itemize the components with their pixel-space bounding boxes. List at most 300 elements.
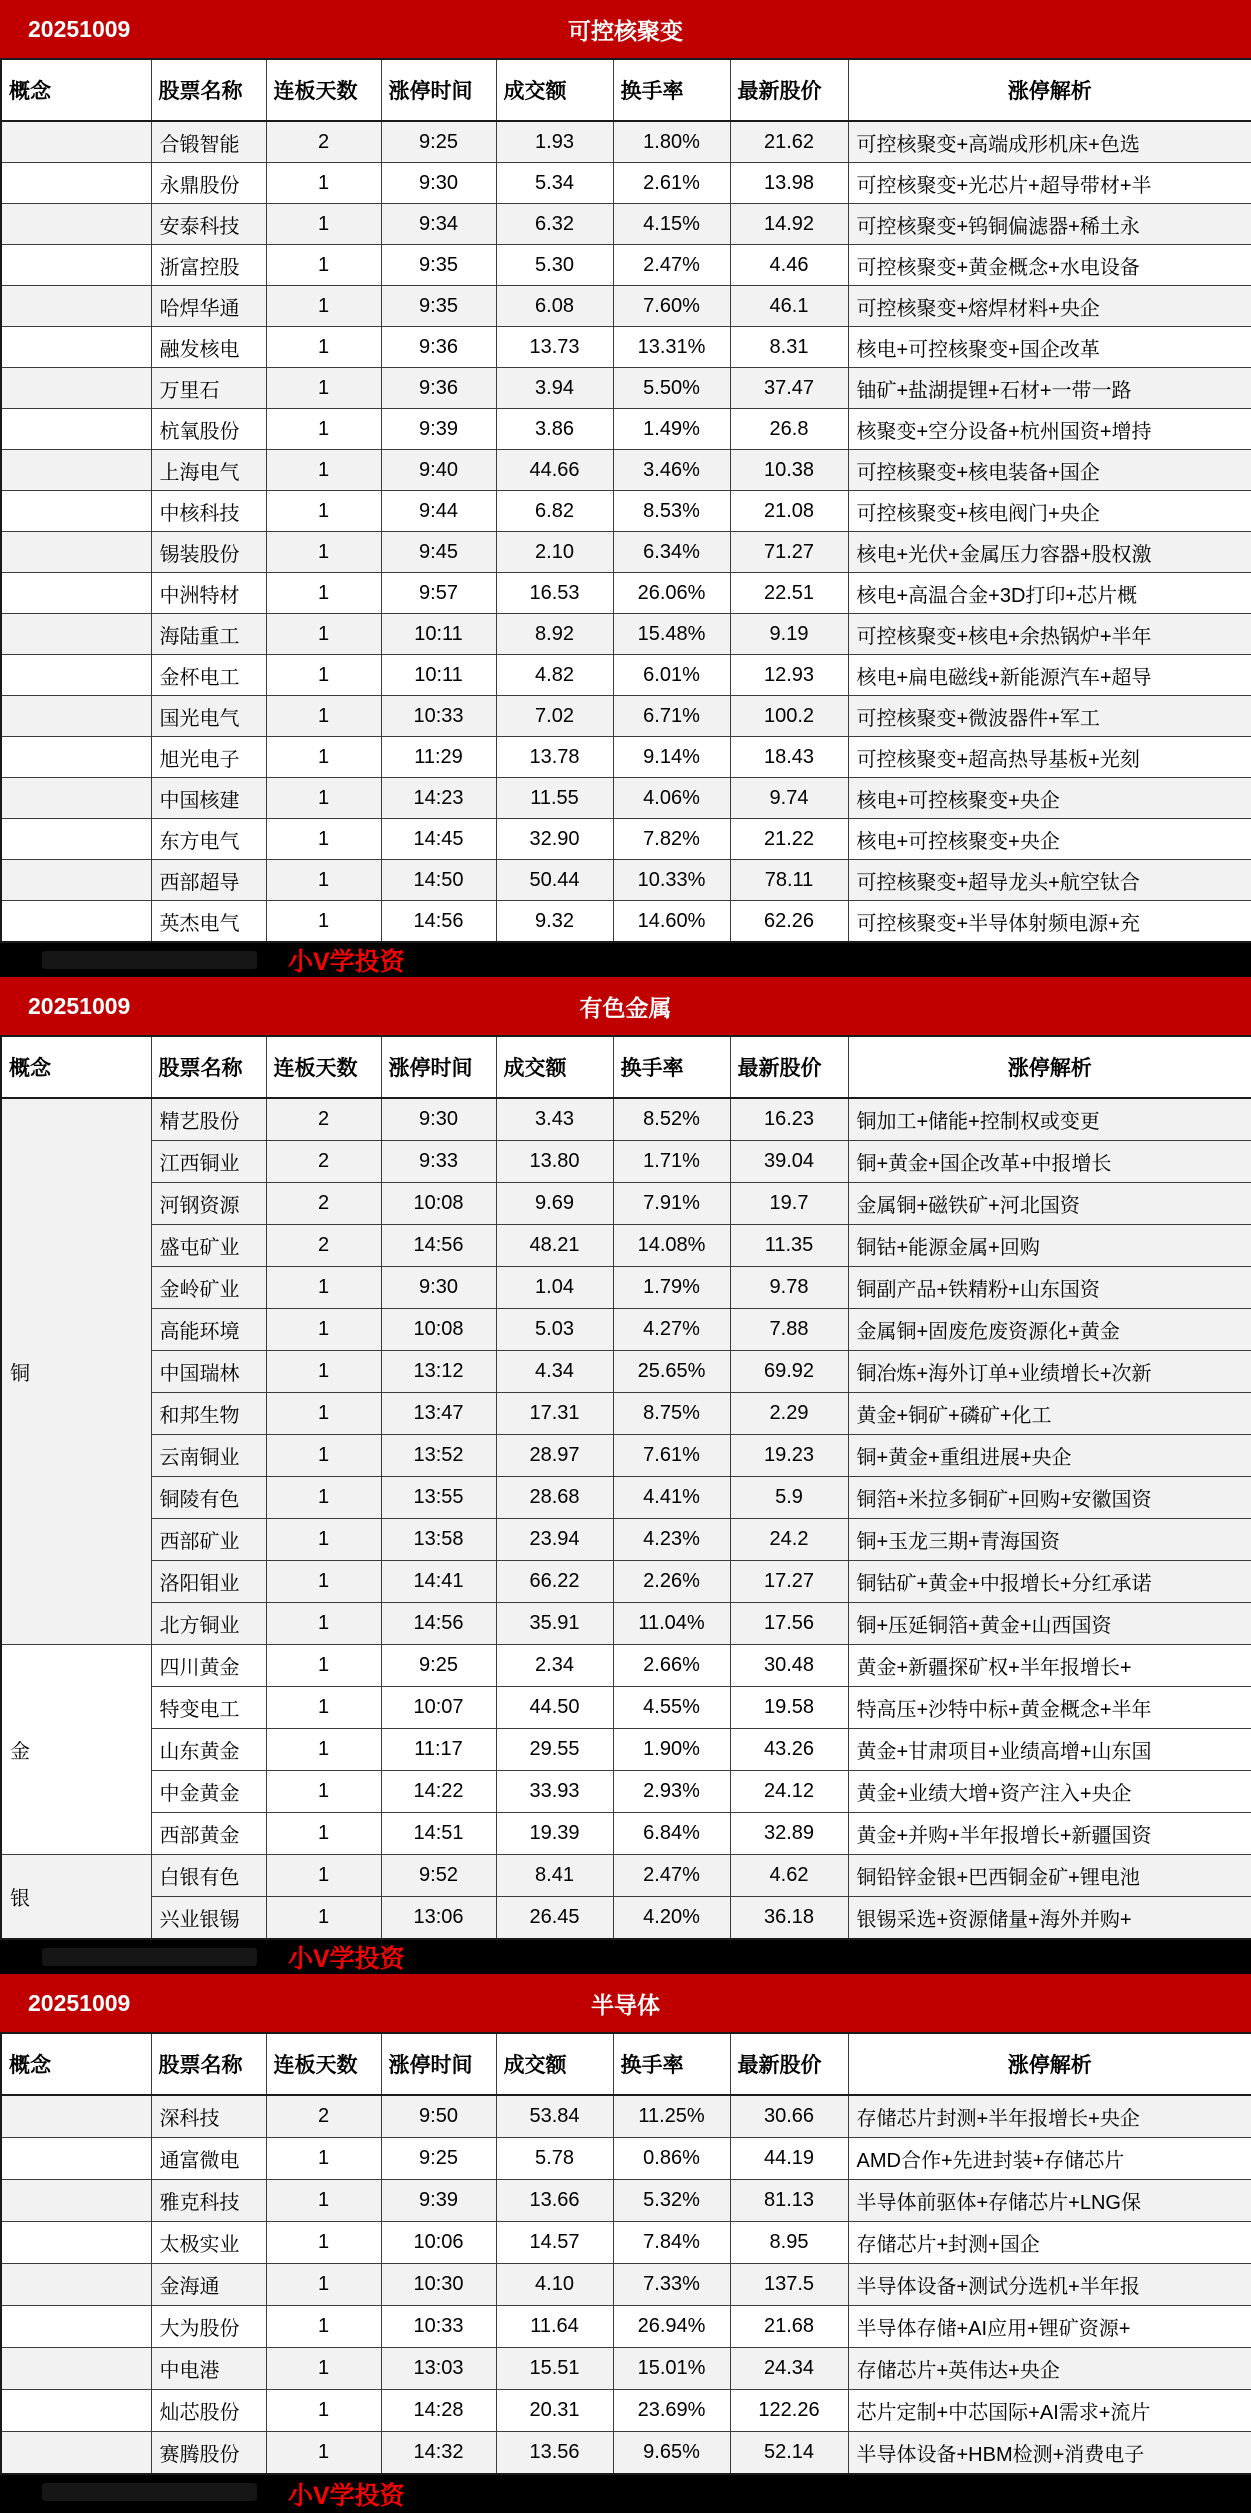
cell-limit-up-time: 9:36 <box>381 327 496 368</box>
cell-concept-empty <box>1 245 151 286</box>
cell-limit-up-analysis: 可控核聚变+钨铜偏滤器+稀土永 <box>848 204 1251 245</box>
cell-limit-up-analysis: 铜+黄金+重组进展+央企 <box>848 1435 1251 1477</box>
table-row <box>1 614 1251 655</box>
cell-consecutive-days: 1 <box>266 204 381 245</box>
cell-consecutive-days: 2 <box>266 2095 381 2138</box>
cell-turnover-rate: 2.66% <box>613 1645 730 1687</box>
footer-bar <box>0 1940 1251 1974</box>
cell-limit-up-time: 9:30 <box>381 163 496 204</box>
section-title: 半导体 <box>591 1991 660 2018</box>
cell-stock-name: 西部超导 <box>151 860 266 901</box>
cell-turnover-rate: 8.53% <box>613 491 730 532</box>
cell-latest-price: 46.1 <box>730 286 848 327</box>
cell-stock-name: 西部黄金 <box>151 1813 266 1855</box>
cell-turnover-amount: 17.31 <box>496 1393 613 1435</box>
cell-turnover-amount: 6.32 <box>496 204 613 245</box>
footer-bar <box>0 943 1251 977</box>
brand-label: 小V学投资 <box>288 2482 405 2510</box>
stocks-table <box>0 58 1251 943</box>
cell-concept-empty <box>1 121 151 163</box>
cell-consecutive-days: 1 <box>266 655 381 696</box>
cell-stock-name: 金杯电工 <box>151 655 266 696</box>
cell-stock-name: 中金黄金 <box>151 1771 266 1813</box>
cell-limit-up-analysis: 银锡采选+资源储量+海外并购+ <box>848 1897 1251 1940</box>
cell-limit-up-time: 9:50 <box>381 2095 496 2138</box>
cell-turnover-rate: 5.32% <box>613 2180 730 2222</box>
cell-consecutive-days: 1 <box>266 1897 381 1940</box>
cell-limit-up-analysis: 可控核聚变+黄金概念+水电设备 <box>848 245 1251 286</box>
cell-turnover-amount: 4.82 <box>496 655 613 696</box>
cell-stock-name: 海陆重工 <box>151 614 266 655</box>
cell-limit-up-time: 14:45 <box>381 819 496 860</box>
cell-limit-up-analysis: 铜副产品+铁精粉+山东国资 <box>848 1267 1251 1309</box>
cell-turnover-rate: 6.34% <box>613 532 730 573</box>
cell-limit-up-analysis: 金属铜+磁铁矿+河北国资 <box>848 1183 1251 1225</box>
cell-concept-empty <box>1 573 151 614</box>
cell-concept-empty <box>1 614 151 655</box>
table-row <box>1 409 1251 450</box>
cell-limit-up-time: 14:22 <box>381 1771 496 1813</box>
cell-limit-up-analysis: 铜箔+米拉多铜矿+回购+安徽国资 <box>848 1477 1251 1519</box>
cell-limit-up-analysis: 铜钴矿+黄金+中报增长+分红承诺 <box>848 1561 1251 1603</box>
cell-stock-name: 哈焊华通 <box>151 286 266 327</box>
cell-consecutive-days: 1 <box>266 1771 381 1813</box>
cell-limit-up-time: 9:30 <box>381 1098 496 1141</box>
cell-turnover-amount: 50.44 <box>496 860 613 901</box>
cell-turnover-amount: 6.82 <box>496 491 613 532</box>
table-row <box>1 327 1251 368</box>
table-row <box>1 532 1251 573</box>
cell-latest-price: 78.11 <box>730 860 848 901</box>
column-header-4: 成交额 <box>496 59 613 121</box>
cell-latest-price: 52.14 <box>730 2432 848 2475</box>
table-row <box>1 121 1251 163</box>
table-row <box>1 1225 1251 1267</box>
cell-stock-name: 铜陵有色 <box>151 1477 266 1519</box>
cell-latest-price: 5.9 <box>730 1477 848 1519</box>
table-row <box>1 778 1251 819</box>
cell-limit-up-time: 13:06 <box>381 1897 496 1940</box>
cell-concept-empty <box>1 737 151 778</box>
cell-latest-price: 30.66 <box>730 2095 848 2138</box>
cell-consecutive-days: 1 <box>266 245 381 286</box>
brand-label: 小V学投资 <box>288 948 405 976</box>
cell-turnover-rate: 1.49% <box>613 409 730 450</box>
cell-latest-price: 19.23 <box>730 1435 848 1477</box>
cell-turnover-rate: 5.50% <box>613 368 730 409</box>
cell-turnover-rate: 1.90% <box>613 1729 730 1771</box>
cell-limit-up-analysis: 可控核聚变+超导龙头+航空钛合 <box>848 860 1251 901</box>
cell-latest-price: 18.43 <box>730 737 848 778</box>
cell-latest-price: 13.98 <box>730 163 848 204</box>
table-row <box>1 286 1251 327</box>
cell-latest-price: 7.88 <box>730 1309 848 1351</box>
cell-concept-empty <box>1 204 151 245</box>
cell-limit-up-analysis: 核聚变+空分设备+杭州国资+增持 <box>848 409 1251 450</box>
table-row <box>1 1519 1251 1561</box>
cell-turnover-amount: 44.50 <box>496 1687 613 1729</box>
cell-consecutive-days: 1 <box>266 163 381 204</box>
cell-turnover-rate: 4.15% <box>613 204 730 245</box>
cell-turnover-amount: 20.31 <box>496 2390 613 2432</box>
watermark-smudge <box>42 951 257 969</box>
cell-turnover-rate: 1.80% <box>613 121 730 163</box>
cell-latest-price: 24.12 <box>730 1771 848 1813</box>
column-header-2: 连板天数 <box>266 1036 381 1098</box>
cell-latest-price: 71.27 <box>730 532 848 573</box>
cell-consecutive-days: 1 <box>266 368 381 409</box>
cell-limit-up-time: 9:35 <box>381 286 496 327</box>
cell-stock-name: 白银有色 <box>151 1855 266 1897</box>
cell-turnover-amount: 28.68 <box>496 1477 613 1519</box>
cell-latest-price: 4.62 <box>730 1855 848 1897</box>
cell-consecutive-days: 1 <box>266 2432 381 2475</box>
cell-consecutive-days: 1 <box>266 2138 381 2180</box>
table-row <box>1 368 1251 409</box>
cell-stock-name: 精艺股份 <box>151 1098 266 1141</box>
cell-concept-empty <box>1 2222 151 2264</box>
cell-turnover-amount: 7.02 <box>496 696 613 737</box>
table-row <box>1 1309 1251 1351</box>
cell-limit-up-time: 9:34 <box>381 204 496 245</box>
cell-turnover-amount: 4.34 <box>496 1351 613 1393</box>
cell-concept-empty <box>1 2095 151 2138</box>
column-header-6: 最新股价 <box>730 59 848 121</box>
cell-stock-name: 国光电气 <box>151 696 266 737</box>
cell-turnover-amount: 6.08 <box>496 286 613 327</box>
cell-consecutive-days: 1 <box>266 1267 381 1309</box>
cell-turnover-rate: 4.06% <box>613 778 730 819</box>
table-row <box>1 1687 1251 1729</box>
cell-limit-up-time: 14:56 <box>381 901 496 943</box>
cell-turnover-amount: 23.94 <box>496 1519 613 1561</box>
cell-turnover-rate: 7.60% <box>613 286 730 327</box>
cell-consecutive-days: 1 <box>266 1477 381 1519</box>
cell-turnover-amount: 29.55 <box>496 1729 613 1771</box>
cell-limit-up-analysis: 铜铅锌金银+巴西铜金矿+锂电池 <box>848 1855 1251 1897</box>
cell-concept-empty <box>1 2138 151 2180</box>
cell-consecutive-days: 2 <box>266 1225 381 1267</box>
cell-consecutive-days: 1 <box>266 1393 381 1435</box>
column-header-2: 连板天数 <box>266 2033 381 2095</box>
cell-limit-up-time: 14:32 <box>381 2432 496 2475</box>
cell-limit-up-time: 9:25 <box>381 2138 496 2180</box>
cell-latest-price: 69.92 <box>730 1351 848 1393</box>
cell-limit-up-analysis: 芯片定制+中芯国际+AI需求+流片 <box>848 2390 1251 2432</box>
cell-turnover-rate: 6.71% <box>613 696 730 737</box>
cell-stock-name: 洛阳钼业 <box>151 1561 266 1603</box>
cell-latest-price: 24.2 <box>730 1519 848 1561</box>
cell-stock-name: 上海电气 <box>151 450 266 491</box>
cell-turnover-rate: 2.47% <box>613 1855 730 1897</box>
cell-concept-empty <box>1 655 151 696</box>
cell-turnover-rate: 8.52% <box>613 1098 730 1141</box>
date-label: 20251009 <box>28 992 131 1019</box>
table-row <box>1 901 1251 943</box>
cell-turnover-rate: 23.69% <box>613 2390 730 2432</box>
cell-turnover-rate: 26.06% <box>613 573 730 614</box>
cell-limit-up-time: 13:55 <box>381 1477 496 1519</box>
cell-consecutive-days: 2 <box>266 1183 381 1225</box>
cell-concept-empty <box>1 409 151 450</box>
cell-limit-up-analysis: 可控核聚变+核电+余热锅炉+半年 <box>848 614 1251 655</box>
cell-latest-price: 36.18 <box>730 1897 848 1940</box>
cell-turnover-amount: 13.78 <box>496 737 613 778</box>
cell-turnover-rate: 7.82% <box>613 819 730 860</box>
stocks-table <box>0 1035 1251 1940</box>
cell-latest-price: 19.7 <box>730 1183 848 1225</box>
cell-latest-price: 39.04 <box>730 1141 848 1183</box>
cell-stock-name: 旭光电子 <box>151 737 266 778</box>
table-row <box>1 204 1251 245</box>
cell-turnover-amount: 8.92 <box>496 614 613 655</box>
cell-limit-up-analysis: 可控核聚变+核电装备+国企 <box>848 450 1251 491</box>
cell-turnover-amount: 15.51 <box>496 2348 613 2390</box>
cell-latest-price: 37.47 <box>730 368 848 409</box>
table-row <box>1 2095 1251 2138</box>
cell-stock-name: 安泰科技 <box>151 204 266 245</box>
cell-stock-name: 山东黄金 <box>151 1729 266 1771</box>
cell-consecutive-days: 1 <box>266 1561 381 1603</box>
cell-limit-up-analysis: 半导体前驱体+存储芯片+LNG保 <box>848 2180 1251 2222</box>
cell-consecutive-days: 1 <box>266 2222 381 2264</box>
cell-turnover-amount: 5.34 <box>496 163 613 204</box>
cell-latest-price: 26.8 <box>730 409 848 450</box>
cell-turnover-amount: 4.10 <box>496 2264 613 2306</box>
cell-limit-up-analysis: 可控核聚变+熔焊材料+央企 <box>848 286 1251 327</box>
cell-consecutive-days: 1 <box>266 532 381 573</box>
cell-concept: 铜 <box>1 1098 151 1645</box>
cell-turnover-rate: 4.23% <box>613 1519 730 1561</box>
column-header-7: 涨停解析 <box>848 59 1251 121</box>
section-title: 有色金属 <box>579 994 672 1021</box>
cell-consecutive-days: 2 <box>266 1141 381 1183</box>
cell-turnover-amount: 1.93 <box>496 121 613 163</box>
cell-latest-price: 21.08 <box>730 491 848 532</box>
column-header-0: 概念 <box>1 1036 151 1098</box>
cell-stock-name: 和邦生物 <box>151 1393 266 1435</box>
cell-limit-up-time: 14:23 <box>381 778 496 819</box>
cell-limit-up-time: 10:08 <box>381 1309 496 1351</box>
cell-turnover-rate: 11.25% <box>613 2095 730 2138</box>
section-2 <box>0 977 1251 1974</box>
table-row <box>1 819 1251 860</box>
cell-concept-empty <box>1 368 151 409</box>
cell-limit-up-analysis: 存储芯片封测+半年报增长+央企 <box>848 2095 1251 2138</box>
cell-limit-up-time: 11:17 <box>381 1729 496 1771</box>
table-row <box>1 573 1251 614</box>
cell-turnover-rate: 25.65% <box>613 1351 730 1393</box>
cell-concept-empty <box>1 163 151 204</box>
table-row <box>1 1183 1251 1225</box>
table-row <box>1 1897 1251 1940</box>
cell-turnover-amount: 5.78 <box>496 2138 613 2180</box>
table-row <box>1 2348 1251 2390</box>
table-row <box>1 2390 1251 2432</box>
table-row <box>1 1267 1251 1309</box>
cell-limit-up-analysis: 半导体设备+HBM检测+消费电子 <box>848 2432 1251 2475</box>
watermark-smudge <box>42 1948 257 1966</box>
cell-concept-empty <box>1 2180 151 2222</box>
cell-turnover-rate: 7.61% <box>613 1435 730 1477</box>
cell-stock-name: 云南铜业 <box>151 1435 266 1477</box>
cell-stock-name: 金海通 <box>151 2264 266 2306</box>
cell-latest-price: 9.19 <box>730 614 848 655</box>
table-row <box>1 245 1251 286</box>
table-row <box>1 1477 1251 1519</box>
cell-consecutive-days: 1 <box>266 1729 381 1771</box>
cell-consecutive-days: 1 <box>266 450 381 491</box>
cell-turnover-amount: 5.30 <box>496 245 613 286</box>
cell-limit-up-analysis: 核电+可控核聚变+国企改革 <box>848 327 1251 368</box>
cell-consecutive-days: 2 <box>266 1098 381 1141</box>
cell-limit-up-time: 14:41 <box>381 1561 496 1603</box>
cell-turnover-amount: 2.34 <box>496 1645 613 1687</box>
cell-concept-empty <box>1 491 151 532</box>
cell-latest-price: 17.27 <box>730 1561 848 1603</box>
cell-limit-up-analysis: 核电+扁电磁线+新能源汽车+超导 <box>848 655 1251 696</box>
cell-limit-up-analysis: 铜加工+储能+控制权或变更 <box>848 1098 1251 1141</box>
cell-limit-up-analysis: 可控核聚变+光芯片+超导带材+半 <box>848 163 1251 204</box>
table-row <box>1 655 1251 696</box>
cell-limit-up-analysis: 铜+玉龙三期+青海国资 <box>848 1519 1251 1561</box>
cell-stock-name: 四川黄金 <box>151 1645 266 1687</box>
cell-turnover-rate: 0.86% <box>613 2138 730 2180</box>
table-row <box>1 450 1251 491</box>
table-row <box>1 1141 1251 1183</box>
cell-latest-price: 19.58 <box>730 1687 848 1729</box>
cell-limit-up-analysis: 铜冶炼+海外订单+业绩增长+次新 <box>848 1351 1251 1393</box>
cell-consecutive-days: 1 <box>266 1855 381 1897</box>
cell-stock-name: 融发核电 <box>151 327 266 368</box>
table-header-row <box>1 2033 1251 2095</box>
cell-latest-price: 11.35 <box>730 1225 848 1267</box>
cell-turnover-rate: 2.61% <box>613 163 730 204</box>
cell-stock-name: 兴业银锡 <box>151 1897 266 1940</box>
cell-turnover-rate: 7.84% <box>613 2222 730 2264</box>
watermark-smudge <box>42 2483 257 2501</box>
cell-stock-name: 中电港 <box>151 2348 266 2390</box>
column-header-2: 连板天数 <box>266 59 381 121</box>
cell-turnover-rate: 4.20% <box>613 1897 730 1940</box>
cell-stock-name: 河钢资源 <box>151 1183 266 1225</box>
cell-latest-price: 10.38 <box>730 450 848 491</box>
column-header-7: 涨停解析 <box>848 2033 1251 2095</box>
cell-stock-name: 永鼎股份 <box>151 163 266 204</box>
table-row <box>1 1645 1251 1687</box>
cell-turnover-rate: 2.93% <box>613 1771 730 1813</box>
column-header-7: 涨停解析 <box>848 1036 1251 1098</box>
cell-limit-up-analysis: 可控核聚变+半导体射频电源+充 <box>848 901 1251 943</box>
cell-consecutive-days: 1 <box>266 1687 381 1729</box>
cell-turnover-amount: 48.21 <box>496 1225 613 1267</box>
column-header-4: 成交额 <box>496 2033 613 2095</box>
table-row <box>1 1855 1251 1897</box>
date-label: 20251009 <box>28 15 131 42</box>
section-title: 可控核聚变 <box>568 17 683 44</box>
cell-turnover-rate: 6.84% <box>613 1813 730 1855</box>
table-row <box>1 1813 1251 1855</box>
cell-turnover-amount: 19.39 <box>496 1813 613 1855</box>
cell-consecutive-days: 1 <box>266 2390 381 2432</box>
cell-turnover-rate: 1.71% <box>613 1141 730 1183</box>
cell-concept-empty <box>1 778 151 819</box>
cell-turnover-rate: 9.14% <box>613 737 730 778</box>
cell-concept: 银 <box>1 1855 151 1940</box>
cell-turnover-amount: 16.53 <box>496 573 613 614</box>
cell-turnover-rate: 4.41% <box>613 1477 730 1519</box>
cell-turnover-rate: 8.75% <box>613 1393 730 1435</box>
cell-concept-empty <box>1 2264 151 2306</box>
cell-consecutive-days: 1 <box>266 286 381 327</box>
cell-limit-up-analysis: 可控核聚变+高端成形机床+色选 <box>848 121 1251 163</box>
cell-consecutive-days: 1 <box>266 327 381 368</box>
cell-limit-up-analysis: 铜+压延铜箔+黄金+山西国资 <box>848 1603 1251 1645</box>
cell-latest-price: 44.19 <box>730 2138 848 2180</box>
cell-turnover-amount: 66.22 <box>496 1561 613 1603</box>
column-header-5: 换手率 <box>613 1036 730 1098</box>
table-row <box>1 1561 1251 1603</box>
cell-limit-up-analysis: 铜+黄金+国企改革+中报增长 <box>848 1141 1251 1183</box>
cell-limit-up-time: 11:29 <box>381 737 496 778</box>
cell-consecutive-days: 1 <box>266 901 381 943</box>
cell-latest-price: 122.26 <box>730 2390 848 2432</box>
table-row <box>1 696 1251 737</box>
cell-stock-name: 杭氧股份 <box>151 409 266 450</box>
cell-turnover-rate: 7.91% <box>613 1183 730 1225</box>
column-header-3: 涨停时间 <box>381 59 496 121</box>
cell-turnover-amount: 13.56 <box>496 2432 613 2475</box>
column-header-5: 换手率 <box>613 2033 730 2095</box>
cell-turnover-rate: 1.79% <box>613 1267 730 1309</box>
cell-turnover-rate: 2.47% <box>613 245 730 286</box>
cell-turnover-amount: 13.73 <box>496 327 613 368</box>
cell-limit-up-time: 10:07 <box>381 1687 496 1729</box>
cell-turnover-amount: 33.93 <box>496 1771 613 1813</box>
cell-limit-up-time: 14:56 <box>381 1225 496 1267</box>
cell-turnover-amount: 9.69 <box>496 1183 613 1225</box>
cell-concept: 金 <box>1 1645 151 1855</box>
column-header-5: 换手率 <box>613 59 730 121</box>
cell-turnover-amount: 8.41 <box>496 1855 613 1897</box>
cell-turnover-rate: 15.48% <box>613 614 730 655</box>
cell-consecutive-days: 1 <box>266 819 381 860</box>
cell-stock-name: 太极实业 <box>151 2222 266 2264</box>
cell-limit-up-analysis: 存储芯片+封测+国企 <box>848 2222 1251 2264</box>
table-row <box>1 2432 1251 2475</box>
cell-consecutive-days: 1 <box>266 1603 381 1645</box>
cell-consecutive-days: 1 <box>266 778 381 819</box>
cell-consecutive-days: 1 <box>266 2306 381 2348</box>
cell-turnover-amount: 11.64 <box>496 2306 613 2348</box>
section-header-band <box>0 1974 1251 2032</box>
cell-stock-name: 深科技 <box>151 2095 266 2138</box>
cell-turnover-amount: 26.45 <box>496 1897 613 1940</box>
footer-bar <box>0 2475 1251 2513</box>
cell-limit-up-analysis: 黄金+铜矿+磷矿+化工 <box>848 1393 1251 1435</box>
cell-concept-empty <box>1 286 151 327</box>
cell-limit-up-time: 9:39 <box>381 2180 496 2222</box>
cell-concept-empty <box>1 532 151 573</box>
cell-turnover-amount: 9.32 <box>496 901 613 943</box>
column-header-1: 股票名称 <box>151 59 266 121</box>
cell-concept-empty <box>1 450 151 491</box>
cell-limit-up-time: 9:52 <box>381 1855 496 1897</box>
cell-turnover-amount: 3.43 <box>496 1098 613 1141</box>
cell-concept-empty <box>1 2390 151 2432</box>
cell-turnover-rate: 9.65% <box>613 2432 730 2475</box>
cell-concept-empty <box>1 696 151 737</box>
